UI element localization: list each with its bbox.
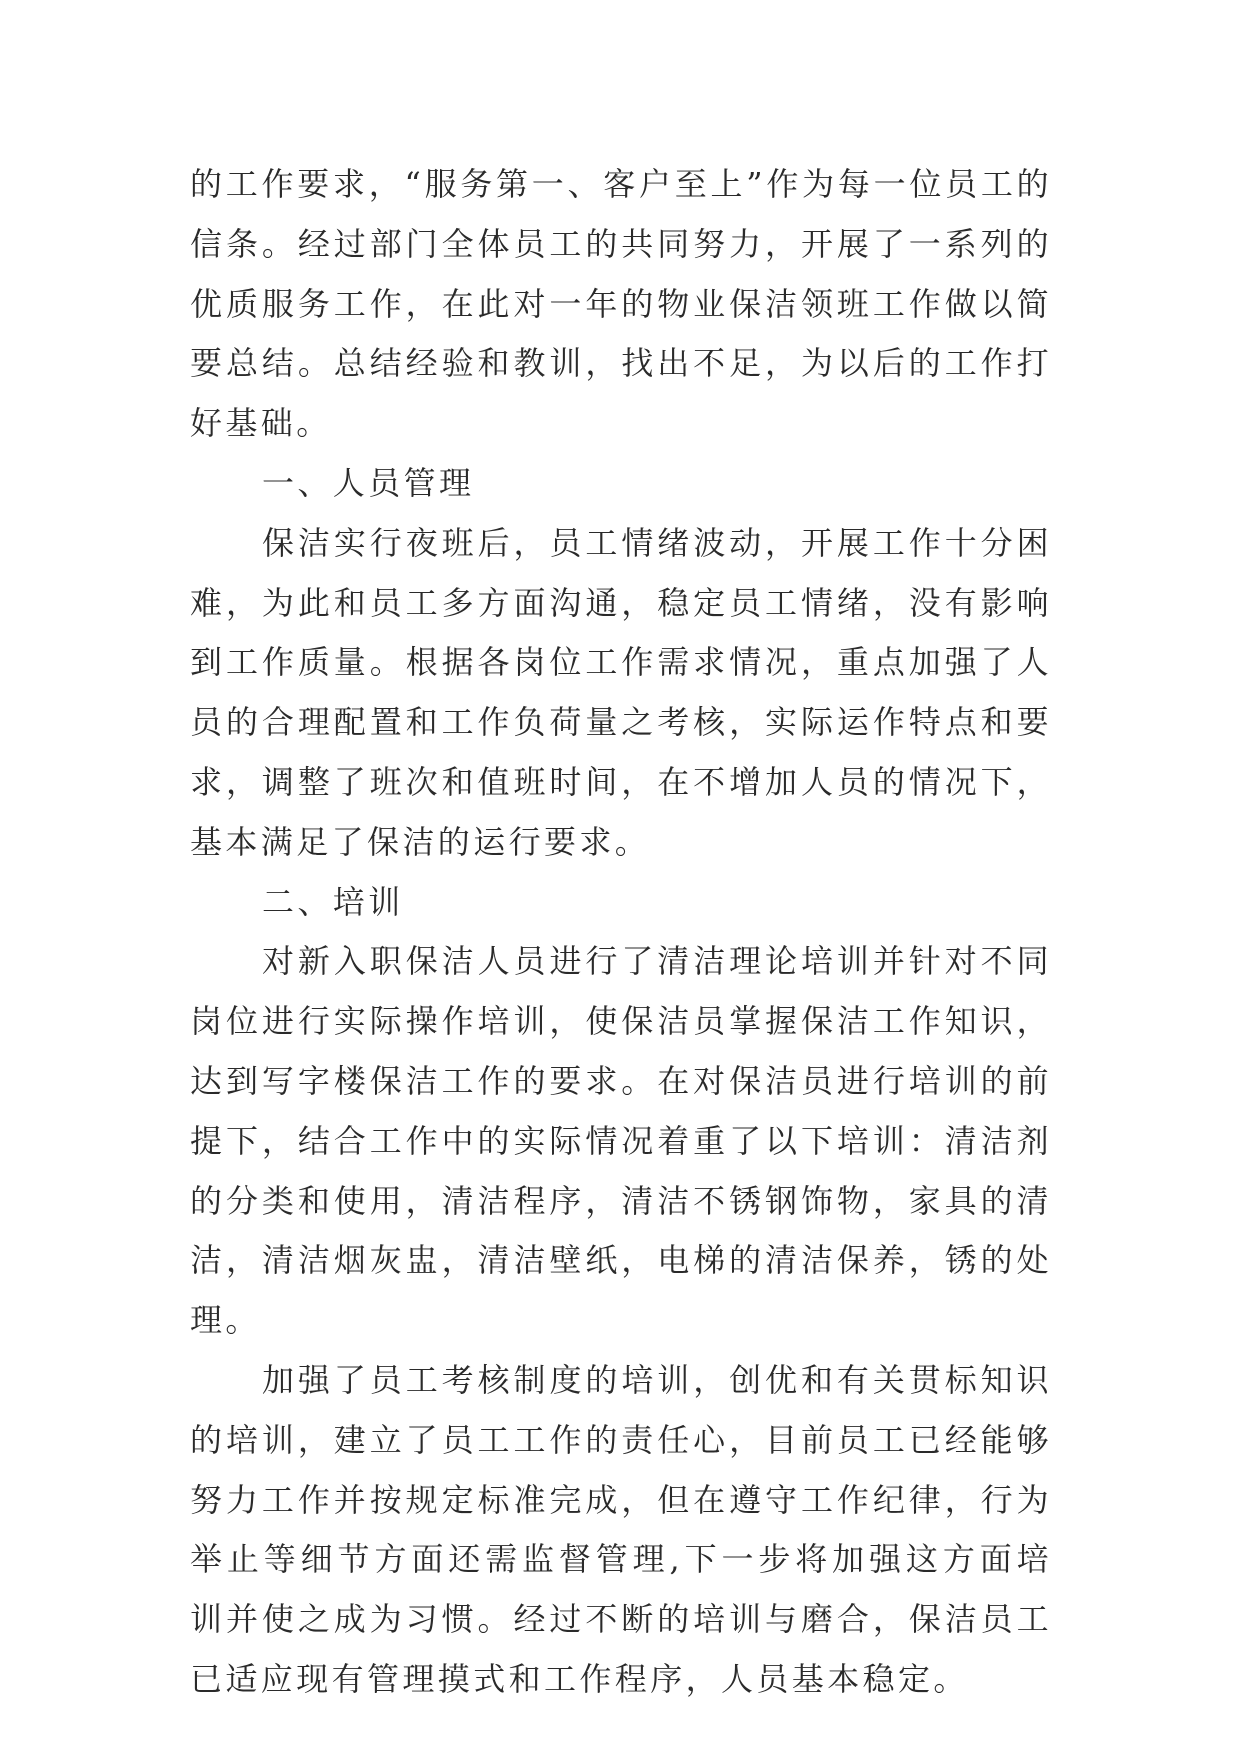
section-heading-personnel: 一、人员管理 bbox=[262, 463, 475, 502]
intro-paragraph: 的工作要求，“服务第一、客户至上”作为每一位员工的信条。经过部门全体员工的共同努力，开展了一系列的优质服务工作，在此对一年的物业保洁领班工作做以简要总结。总结经验和教训，找出不足，为以后的工作打好基础。 bbox=[190, 165, 1052, 443]
section-heading-training: 二、培训 bbox=[262, 882, 404, 921]
personnel-paragraph: 保洁实行夜班后，员工情绪波动，开展工作十分困难，为此和员工多方面沟通，稳定员工情绪，没有影响到工作质量。根据各岗位工作需求情况，重点加强了人员的合理配置和工作负荷量之考核，实际运作特点和要求，调整了班次和值班时间，在不增加人员的情况下，基本满足了保洁的运行要求。 bbox=[190, 523, 1052, 861]
training-paragraph-1: 对新入职保洁人员进行了清洁理论培训并针对不同岗位进行实际操作培训，使保洁员掌握保洁工作知识，达到写字楼保洁工作的要求。在对保洁员进行培训的前提下，结合工作中的实际情况着重了以下培训：清洁剂的分类和使用，清洁程序，清洁不锈钢饰物，家具的清洁，清洁烟灰盅，清洁壁纸，电梯的清洁保养，锈的处理。 bbox=[190, 942, 1052, 1340]
training-paragraph-2: 加强了员工考核制度的培训，创优和有关贯标知识的培训，建立了员工工作的责任心，目前员工已经能够努力工作并按规定标准完成，但在遵守工作纪律，行为举止等细节方面还需监督管理,下一步将加强这方面培训并使之成为习惯。经过不断的培训与磨合，保洁员工已适应现有管理摸式和工作程序，人员基本稳定。 bbox=[190, 1360, 1052, 1698]
document-body bbox=[190, 155, 1052, 1710]
